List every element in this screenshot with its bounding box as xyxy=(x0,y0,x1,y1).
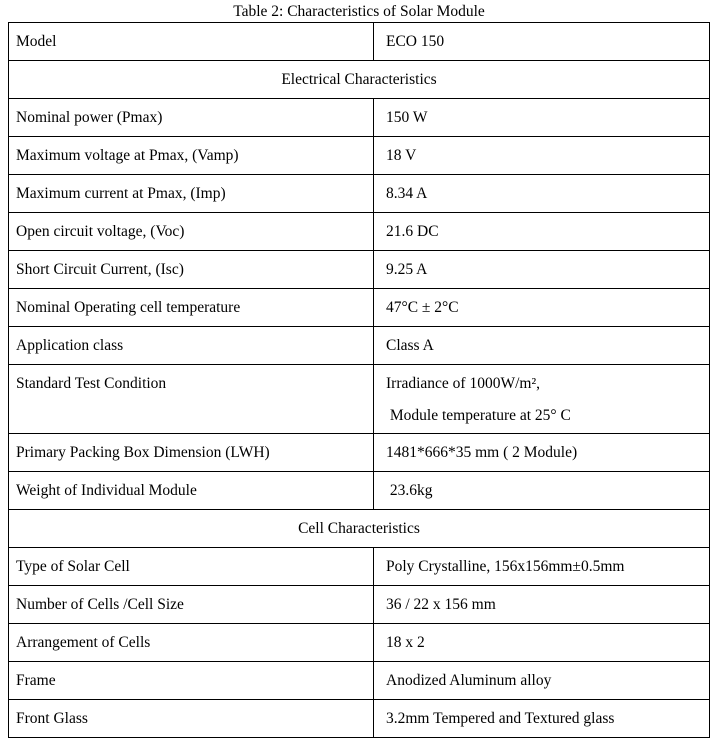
section-row xyxy=(9,510,710,548)
characteristic-value: Anodized Aluminum alloy xyxy=(374,662,710,700)
characteristic-label: Open circuit voltage, (Voc) xyxy=(9,213,374,251)
characteristic-value: 18 V xyxy=(374,137,710,175)
characteristic-label: Front Glass xyxy=(9,700,374,738)
characteristic-label: Nominal Operating cell temperature xyxy=(9,289,374,327)
table-row xyxy=(9,213,710,251)
table-row xyxy=(9,99,710,137)
characteristic-value: 9.25 A xyxy=(374,251,710,289)
table-row xyxy=(9,175,710,213)
characteristic-label: Number of Cells /Cell Size xyxy=(9,586,374,624)
characteristic-label: Maximum voltage at Pmax, (Vamp) xyxy=(9,137,374,175)
characteristic-value: ECO 150 xyxy=(374,23,710,61)
table-row xyxy=(9,434,710,472)
table-row xyxy=(9,548,710,586)
characteristics-table-body xyxy=(9,23,710,738)
table-row xyxy=(9,472,710,510)
characteristic-label: Weight of Individual Module xyxy=(9,472,374,510)
characteristic-label: Primary Packing Box Dimension (LWH) xyxy=(9,434,374,472)
characteristic-value: 36 / 22 x 156 mm xyxy=(374,586,710,624)
characteristic-label: Standard Test Condition xyxy=(9,365,374,434)
characteristic-value: 1481*666*35 mm ( 2 Module) xyxy=(374,434,710,472)
characteristic-value: Poly Crystalline, 156x156mm±0.5mm xyxy=(374,548,710,586)
characteristic-value: 3.2mm Tempered and Textured glass xyxy=(374,700,710,738)
value-line: Module temperature at 25° C xyxy=(386,407,571,424)
characteristic-value: 8.34 A xyxy=(374,175,710,213)
table-row xyxy=(9,251,710,289)
characteristic-label: Model xyxy=(9,23,374,61)
table-caption: Table 2: Characteristics of Solar Module xyxy=(233,3,485,20)
characteristic-value: 18 x 2 xyxy=(374,624,710,662)
solar-module-characteristics-table xyxy=(8,22,710,738)
characteristic-label: Maximum current at Pmax, (Imp) xyxy=(9,175,374,213)
table-row xyxy=(9,586,710,624)
characteristic-label: Nominal power (Pmax) xyxy=(9,99,374,137)
table-row xyxy=(9,700,710,738)
table-row xyxy=(9,662,710,700)
characteristic-label: Frame xyxy=(9,662,374,700)
table-row xyxy=(9,327,710,365)
table-row xyxy=(9,23,710,61)
characteristic-label: Type of Solar Cell xyxy=(9,548,374,586)
characteristic-value: Class A xyxy=(374,327,710,365)
value-line: Irradiance of 1000W/m², xyxy=(386,375,540,392)
characteristic-value: 21.6 DC xyxy=(374,213,710,251)
characteristic-label: Arrangement of Cells xyxy=(9,624,374,662)
characteristic-value: 47°C ± 2°C xyxy=(374,289,710,327)
characteristic-label: Short Circuit Current, (Isc) xyxy=(9,251,374,289)
characteristic-value xyxy=(374,365,710,434)
table-row xyxy=(9,365,710,434)
characteristic-value: 150 W xyxy=(374,99,710,137)
table-row xyxy=(9,137,710,175)
characteristic-value: 23.6kg xyxy=(374,472,710,510)
table-row xyxy=(9,289,710,327)
section-header: Cell Characteristics xyxy=(9,510,710,548)
section-header: Electrical Characteristics xyxy=(9,61,710,99)
characteristic-label: Application class xyxy=(9,327,374,365)
section-row xyxy=(9,61,710,99)
table-row xyxy=(9,624,710,662)
